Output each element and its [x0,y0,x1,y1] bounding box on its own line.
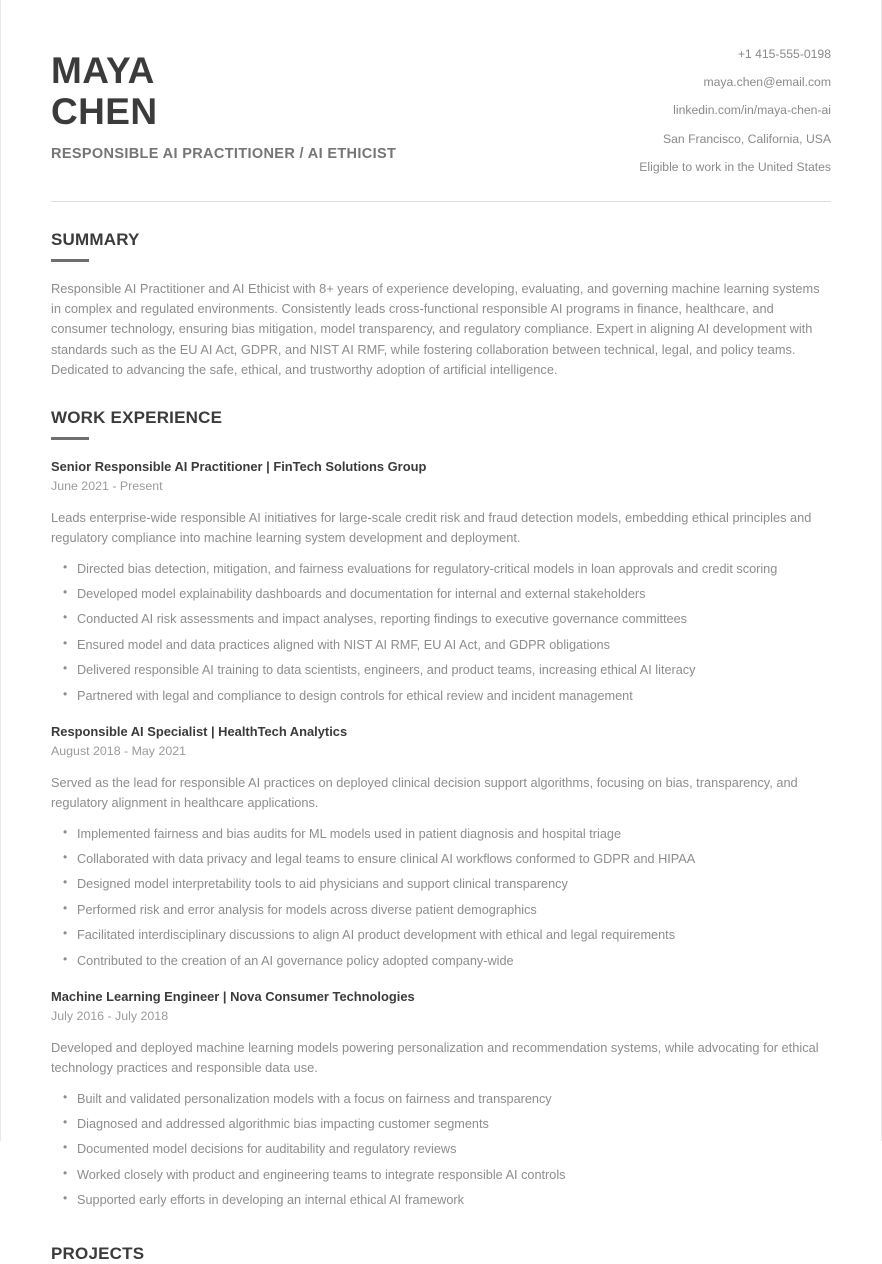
list-item: • Designed model interpretability tools to aid physicians and support clinical transparency [77,875,831,893]
job-title: Machine Learning Engineer | Nova Consumer Technologies [51,989,415,1005]
job-title: Senior Responsible AI Practitioner | FinTech Solutions Group [51,459,427,475]
list-item: • Worked closely with product and engineering teams to integrate responsible AI controls [77,1166,831,1184]
list-item: • Implemented fairness and bias audits for ML models used in patient diagnosis and hospital triage [77,825,831,843]
job-entry [51,724,831,970]
job-description: Leads enterprise-wide responsible AI initiatives for large-scale credit risk and fraud detection models, embedding ethical principles and regulatory compliance into machine learning system development and deployment. [51,509,812,545]
list-item: • Documented model decisions for auditability and regulatory reviews [77,1140,831,1158]
contact-phone: +1 415-555-0198 [737,47,831,61]
contact-location: San Francisco, California, USA [663,131,831,146]
header-divider [51,201,831,202]
section-summary [51,230,831,380]
job-bullet-list [51,1090,831,1210]
list-item: • Conducted AI risk assessments and impact analyses, reporting findings to executive governance committees [77,610,831,628]
resume-header [51,0,831,173]
list-item: • Contributed to the creation of an AI governance policy adopted company-wide [77,952,831,970]
accent-bar [51,259,89,262]
list-item: • Built and validated personalization models with a focus on fairness and transparency [77,1090,831,1108]
job-dates: August 2018 - May 2021 [51,743,187,758]
job-entry [51,989,831,1210]
section-title-summary: SUMMARY [51,230,140,250]
job-dates: June 2021 - Present [51,478,163,493]
contact-linkedin: linkedin.com/in/maya-chen-ai [673,103,831,118]
first-name: MAYA [51,50,155,91]
accent-bar [51,437,89,440]
list-item: • Developed model explainability dashboards and documentation for internal and external stakeholders [77,585,831,603]
list-item: • Performed risk and error analysis for models across diverse patient demographics [77,901,831,919]
list-item: • Directed bias detection, mitigation, and fairness evaluations for regulatory-critical models in loan approvals and credit scoring [77,560,831,578]
job-title: Responsible AI Specialist | HealthTech Analytics [51,724,348,740]
job-dates: July 2016 - July 2018 [51,1008,169,1023]
list-item: • Delivered responsible AI training to data scientists, engineers, and product teams, increasing ethical AI literacy [77,661,831,679]
list-item: • Ensured model and data practices aligned with NIST AI RMF, EU AI Act, and GDPR obligations [77,636,831,654]
contact-email: maya.chen@email.com [703,75,831,90]
last-name: CHEN [51,91,158,133]
section-projects [51,1244,831,1264]
list-item: • Facilitated interdisciplinary discussions to align AI product development with ethical and legal requirements [77,926,831,944]
section-title-work-experience: WORK EXPERIENCE [51,408,223,428]
job-bullet-list [51,825,831,970]
section-work-experience [51,408,831,1210]
section-title-projects: PROJECTS [51,1243,145,1263]
job-entry [51,459,831,705]
job-description: Served as the lead for responsible AI practices on deployed clinical decision support algorithms, focusing on bias, transparency, and regulatory alignment in healthcare applications. [51,774,798,810]
contact-work-eligibility: Eligible to work in the United States [639,159,831,174]
list-item: • Collaborated with data privacy and legal teams to ensure clinical AI workflows conformed to GDPR and HIPAA [77,850,831,868]
summary-text: Responsible AI Practitioner and AI Ethicist with 8+ years of experience developing, evaluating, and governing machine learning systems in complex and regulated environments. Consistently leads cross-functional responsible AI programs in finance, healthcare, and consumer technology, ensuring bias mitigation, model transparency, and regulatory compliance. Expert in aligning AI development with standards such as the EU AI Act, GDPR, and NIST AI RMF, while fostering collaboration between technical, legal, and policy teams. Dedicated to advancing the safe, ethical, and trustworthy adoption of artificial intelligence. [51,281,820,377]
list-item: • Supported early efforts in developing an internal ethical AI framework [77,1191,831,1209]
identity-block [51,42,396,162]
list-item: • Diagnosed and addressed algorithmic bias impacting customer segments [77,1115,831,1133]
job-bullet-list [51,560,831,705]
list-item: • Partnered with legal and compliance to design controls for ethical review and incident management [77,687,831,705]
job-description: Developed and deployed machine learning models powering personalization and recommendation systems, while advocating for ethical technology practices and responsible data use. [51,1039,819,1075]
professional-title: RESPONSIBLE AI PRACTITIONER / AI ETHICIST [51,145,397,162]
contact-block [639,42,831,173]
